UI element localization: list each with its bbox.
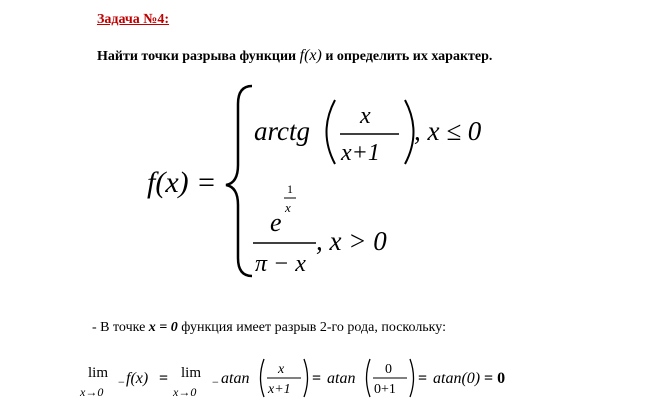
case2-denominator: π − x <box>255 251 306 277</box>
case1-condition: , x ≤ 0 <box>414 116 482 146</box>
lim1-minus: − <box>118 375 125 389</box>
problem-text-before: Найти точки разрыва функции <box>97 49 300 64</box>
fraction-1-numerator: x <box>278 362 285 377</box>
paren-2-left <box>367 359 371 397</box>
case2-condition: , x > 0 <box>316 226 387 256</box>
remark-text-after: функция имеет разрыв 2-го рода, поскольку: <box>177 320 446 335</box>
atan-3: atan(0) <box>433 370 481 387</box>
case2-exponent-numerator: 1 <box>287 182 293 196</box>
equals-3: = <box>418 370 428 387</box>
paren-1-right <box>304 359 308 397</box>
remark-point: x = 0 <box>148 320 178 335</box>
lim1-subscript: x→0 <box>80 385 104 399</box>
case1-function-name: arctg <box>254 116 310 146</box>
remark-text-before: - В точке <box>92 320 149 335</box>
limit-function: f(x) <box>126 370 149 387</box>
equals-2: = <box>312 370 322 387</box>
case1-numerator: x <box>360 103 371 129</box>
fraction-2-denominator: 0+1 <box>374 382 396 397</box>
equals-4: = 0 <box>484 370 506 387</box>
atan-2: atan <box>327 370 356 387</box>
paren-1-left <box>261 359 265 397</box>
formula-lhs: f(x) = <box>147 166 217 199</box>
case1-denominator: x+1 <box>341 140 380 166</box>
case2-base: e <box>270 208 282 237</box>
case2-exponent-denominator: x <box>285 200 291 215</box>
task-title: Задача №4: <box>97 12 170 27</box>
lim1: lim <box>88 365 109 381</box>
left-brace <box>226 86 252 276</box>
problem-function: f(x) <box>299 47 322 64</box>
lim2-subscript: x→0 <box>173 385 197 399</box>
limit-formula <box>0 346 666 408</box>
remark <box>92 320 446 336</box>
paren-2-right <box>410 359 414 397</box>
atan-1: atan <box>221 370 250 387</box>
lim2-minus: − <box>212 375 219 389</box>
fraction-2-numerator: 0 <box>385 362 392 377</box>
problem-text-after: и определить их характер. <box>321 49 493 64</box>
lim2: lim <box>181 365 202 381</box>
case1-right-paren <box>405 100 414 164</box>
case1-left-paren <box>327 100 336 164</box>
equals-1: = <box>159 370 169 387</box>
fraction-1-denominator: x+1 <box>268 382 291 397</box>
